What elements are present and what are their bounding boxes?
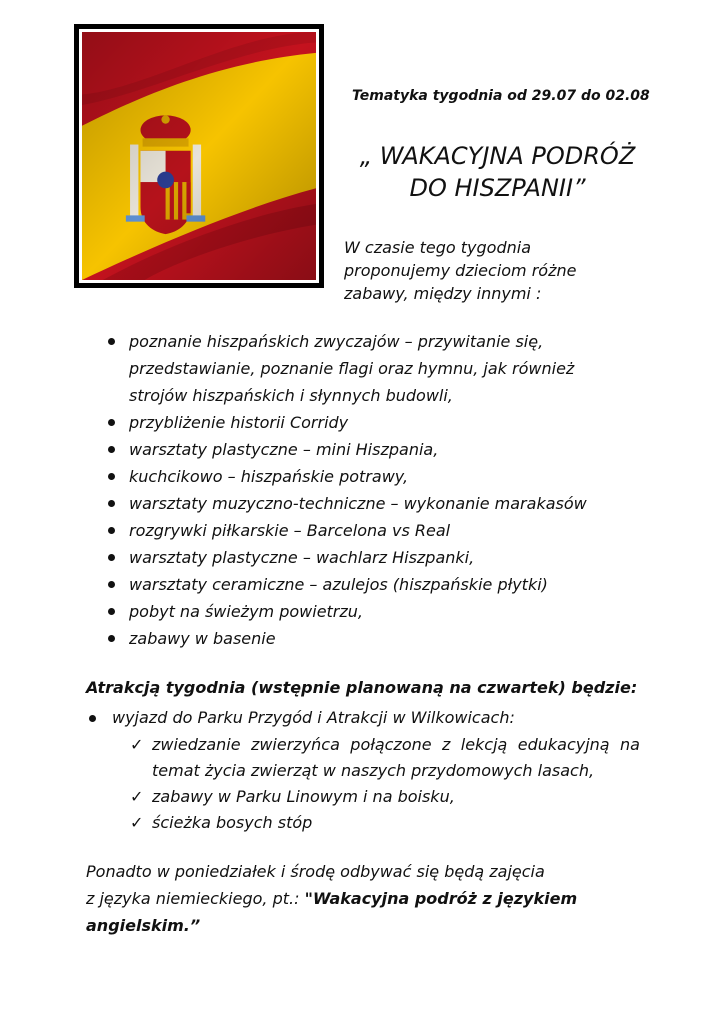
activities-list	[105, 328, 665, 652]
attraction-checklist	[130, 732, 640, 836]
list-item	[105, 463, 665, 490]
list-item-line: warsztaty ceramiczne – azulejos (hiszpańskie płytki)	[129, 575, 548, 594]
flag-image-frame	[74, 24, 324, 288]
attraction-heading: Atrakcją tygodnia (wstępnie planowaną na czwartek) będzie:	[86, 678, 638, 697]
footer-line-3	[86, 912, 646, 939]
checklist-item-zoo	[130, 732, 640, 784]
checklist-line: temat życia zwierząt w naszych przydomowych lasach,	[152, 761, 595, 780]
course-title-end: angielskim.”	[86, 916, 201, 935]
list-item-line: poznanie hiszpańskich zwyczajów – przywitanie się,	[129, 332, 544, 351]
list-item-line: strojów hiszpańskich i słynnych budowli,	[129, 386, 453, 405]
list-item-line: warsztaty plastyczne – mini Hiszpania,	[129, 440, 439, 459]
footer-line-2: z języka niemieckiego, pt.: "Wakacyjna podróż z językiem	[86, 889, 578, 908]
list-item-line: warsztaty muzyczno-techniczne – wykonanie marakasów	[129, 494, 587, 513]
list-item-line: rozgrywki piłkarskie – Barcelona vs Real	[129, 521, 451, 540]
list-item-line: przedstawianie, poznanie flagi oraz hymnu, jak również	[129, 359, 575, 378]
checklist-line-justified: zwiedzanie zwierzyńca połączone z lekcją edukacyjną na	[152, 735, 640, 754]
bullet-dot-icon	[89, 715, 96, 722]
bullet-dot-icon	[108, 446, 115, 453]
course-title: "Wakacyjna podróż z językiem	[304, 889, 578, 908]
intro-paragraph	[344, 236, 624, 305]
list-item-line: pobyt na świeżym powietrzu,	[129, 602, 364, 621]
bullet-dot-icon	[108, 554, 115, 561]
bullet-dot-icon	[108, 473, 115, 480]
bullet-dot-icon	[108, 338, 115, 345]
list-item-line: warsztaty plastyczne – wachlarz Hiszpanki,	[129, 548, 475, 567]
list-item	[105, 517, 665, 544]
trip-item	[86, 705, 646, 731]
title-line-2: DO HISZPANII”	[409, 174, 586, 202]
check-mark-icon: ✓	[130, 813, 144, 832]
checklist-item-barefoot	[130, 810, 640, 836]
intro-line-3: zabawy, między innymi :	[344, 284, 542, 303]
list-item	[105, 328, 665, 409]
bullet-dot-icon	[108, 608, 115, 615]
page-title	[335, 140, 660, 204]
check-mark-icon: ✓	[130, 787, 144, 806]
list-item	[105, 490, 665, 517]
checklist-line: zabawy w Parku Linowym i na boisku,	[152, 787, 455, 806]
checklist-line: ścieżka bosych stóp	[152, 813, 313, 832]
bullet-dot-icon	[108, 419, 115, 426]
list-item-line: zabawy w basenie	[129, 629, 276, 648]
list-item	[105, 571, 665, 598]
bullet-dot-icon	[108, 635, 115, 642]
list-item-line: przybliżenie historii Corridy	[129, 413, 349, 432]
list-item	[105, 598, 665, 625]
list-item	[105, 544, 665, 571]
title-line-1: „ WAKACYJNA PODRÓŻ	[359, 142, 636, 170]
week-range-heading: Tematyka tygodnia od 29.07 do 02.08	[352, 88, 650, 104]
list-item	[105, 409, 665, 436]
list-item	[105, 625, 665, 652]
check-mark-icon: ✓	[130, 735, 144, 754]
bullet-dot-icon	[108, 500, 115, 507]
list-item	[105, 436, 665, 463]
list-item-line: kuchcikowo – hiszpańskie potrawy,	[129, 467, 409, 486]
footer-line-1: Ponadto w poniedziałek i środę odbywać się będą zajęcia	[86, 862, 545, 881]
bullet-dot-icon	[108, 581, 115, 588]
spanish-flag-image	[82, 32, 316, 280]
footer-paragraph	[86, 858, 646, 939]
bullet-dot-icon	[108, 527, 115, 534]
checklist-item-rope-park	[130, 784, 640, 810]
intro-line-1: W czasie tego tygodnia	[344, 238, 531, 257]
intro-line-2: proponujemy dzieciom różne	[344, 261, 577, 280]
trip-text: wyjazd do Parku Przygód i Atrakcji w Wilkowicach:	[112, 708, 515, 727]
